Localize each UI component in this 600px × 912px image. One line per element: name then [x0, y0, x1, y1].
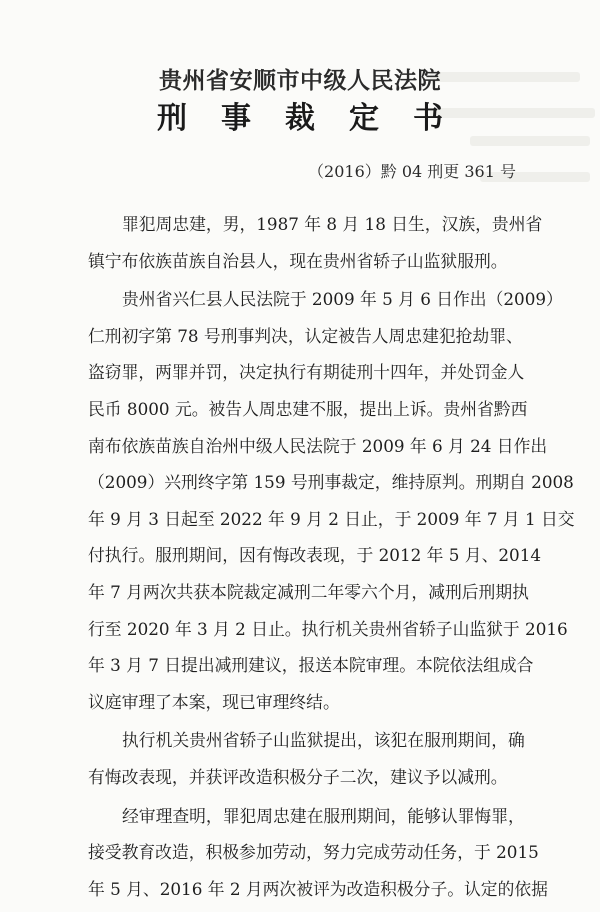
body-line: 经审理查明，罪犯周忠建在服刑期间，能够认罪悔罪，	[122, 805, 525, 826]
body-line: （2009）兴刑终字第 159 号刑事裁定，维持原判。刑期自 2008	[88, 472, 574, 493]
body-line: 年 3 月 7 日提出减刑建议，报送本院审理。本院依法组成合	[88, 655, 534, 676]
document-title: 刑事裁定书	[157, 101, 477, 136]
body-line: 仁刑初字第 78 号刑事判决，认定被告人周忠建犯抢劫罪、	[88, 325, 523, 346]
body-line: 年 5 月、2016 年 2 月两次被评为改造积极分子。认定的依据	[88, 878, 548, 899]
body-line: 年 7 月两次共获本院裁定减刑二年零六个月，减刑后刑期执	[88, 581, 529, 602]
body-line: 罪犯周忠建，男，1987 年 8 月 18 日生，汉族，贵州省	[122, 214, 543, 234]
body-line: 盗窃罪，两罪并罚，决定执行有期徒刑十四年，并处罚金人	[88, 362, 525, 383]
body-line: 行至 2020 年 3 月 2 日止。执行机关贵州省轿子山监狱于 2016	[88, 618, 568, 639]
body-line: 有悔改表现，并获评改造积极分子二次，建议予以减刑。	[88, 766, 508, 787]
court-name: 贵州省安顺市中级人民法院	[159, 67, 441, 94]
body-line: 南布依族苗族自治州中级人民法院于 2009 年 6 月 24 日作出	[88, 435, 548, 456]
case-number: （2016）黔 04 刑更 361 号	[308, 162, 516, 181]
body-line: 镇宁布依族苗族自治县人，现在贵州省轿子山监狱服刑。	[88, 250, 508, 271]
show-through-mark	[470, 136, 590, 146]
body-line: 接受教育改造，积极参加劳动，努力完成劳动任务，于 2015	[88, 842, 539, 863]
ruling-body	[88, 211, 575, 912]
body-line: 执行机关贵州省轿子山监狱提出，该犯在服刑期间，确	[122, 730, 525, 751]
body-line: 年 9 月 3 日起至 2022 年 9 月 2 日止，于 2009 年 7 月 1 日交	[88, 508, 575, 529]
body-line: 付执行。服刑期间，因有悔改表现，于 2012 年 5 月、2014	[88, 545, 542, 566]
body-line: 议庭审理了本案，现已审理终结。	[88, 691, 340, 712]
body-line: 民币 8000 元。被告人周忠建不服，提出上诉。贵州省黔西	[88, 398, 528, 419]
body-line: 贵州省兴仁县人民法院于 2009 年 5 月 6 日作出（2009）	[122, 289, 563, 310]
